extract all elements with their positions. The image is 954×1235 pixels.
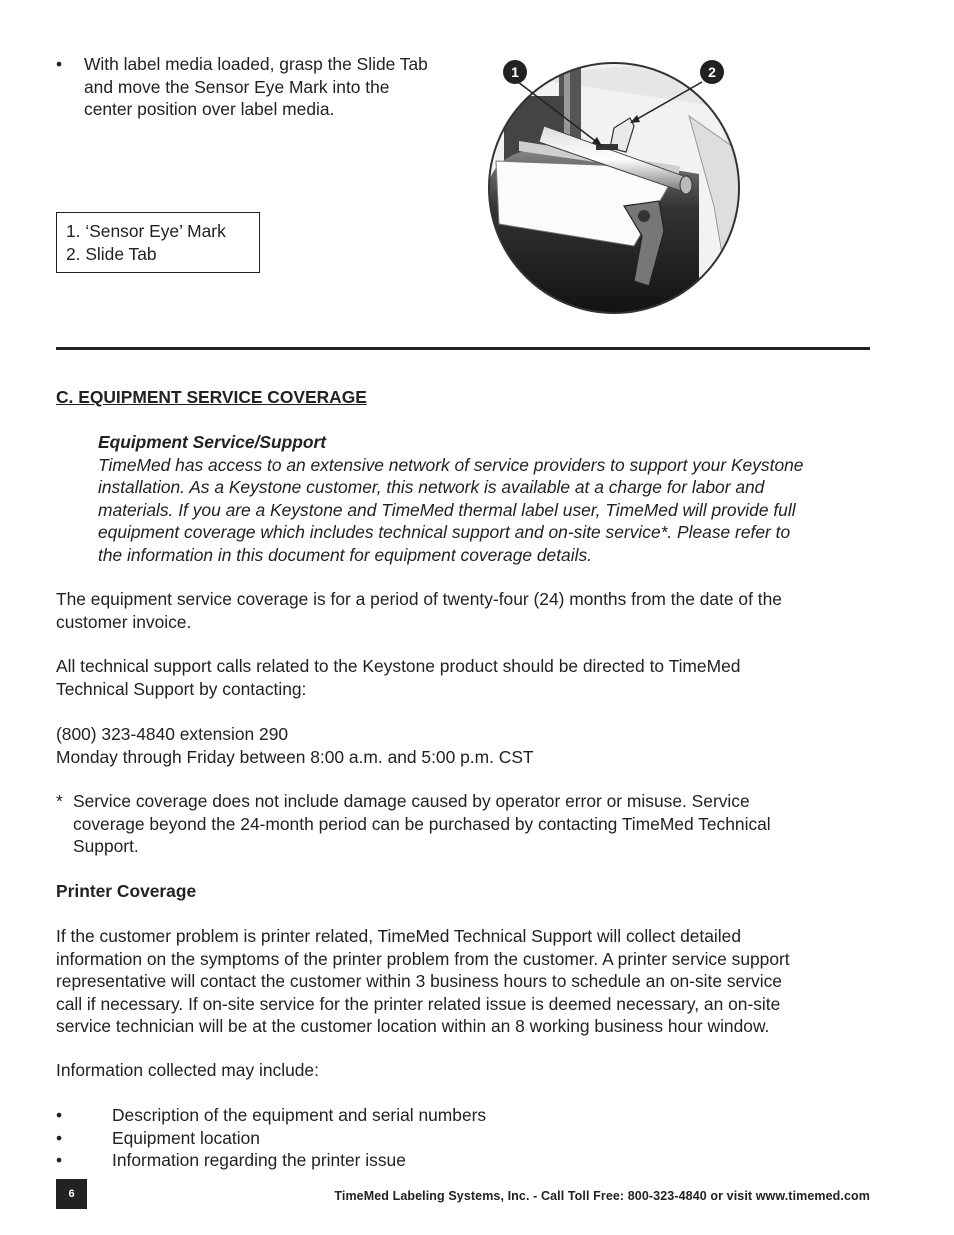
printer-sensor-drawing — [484, 56, 746, 320]
instruction-line: center position over label media. — [84, 99, 335, 119]
footnote-line: coverage beyond the 24-month period can be purchased by contacting TimeMed Technical — [73, 813, 771, 834]
instruction-line: With label media loaded, grasp the Slide Tab — [84, 54, 428, 74]
bullet-marker: • — [56, 1150, 63, 1170]
bullet-marker: • — [56, 1127, 63, 1148]
legend-item-slide-tab: 2. Slide Tab — [66, 244, 157, 264]
contact-details — [56, 723, 856, 768]
list-item — [56, 1104, 756, 1127]
intro-title: Equipment Service/Support — [98, 432, 327, 452]
service-support-intro — [98, 431, 868, 566]
coverage-period-paragraph — [56, 588, 856, 633]
list-item-text: Equipment location — [112, 1127, 260, 1148]
info-collected-intro: Information collected may include: — [56, 1060, 319, 1080]
section-heading: C. EQUIPMENT SERVICE COVERAGE — [56, 387, 367, 407]
printer-coverage-heading: Printer Coverage — [56, 881, 197, 901]
support-hours: Monday through Friday between 8:00 a.m. and 5:00 p.m. CST — [56, 746, 534, 767]
bullet-marker: • — [56, 1105, 63, 1125]
paragraph-line: The equipment service coverage is for a period of twenty-four (24) months from the date of the — [56, 589, 782, 609]
printer-coverage-paragraph — [56, 925, 866, 1038]
paragraph-line: representative will contact the customer within 3 business hours to schedule an on-site service — [56, 971, 782, 991]
footnote-line: Support. — [73, 836, 139, 856]
paragraph-line: customer invoice. — [56, 611, 192, 632]
list-item — [56, 1149, 756, 1172]
footnote-marker: * — [56, 791, 63, 811]
paragraph-line: Technical Support by contacting: — [56, 678, 307, 699]
footnote-text — [73, 790, 863, 858]
paragraph-line: service technician will be at the customer location within an 8 working business hour window. — [56, 1016, 770, 1036]
info-collected-list — [56, 1104, 756, 1172]
page-number: 6 — [56, 1179, 87, 1209]
instruction-line: and move the Sensor Eye Mark into the — [84, 76, 390, 97]
phone-number: (800) 323-4840 extension 290 — [56, 724, 289, 744]
paragraph-line: If the customer problem is printer related, TimeMed Technical Support will collect detailed — [56, 926, 741, 946]
figure-legend — [56, 212, 260, 273]
legend-item-sensor-eye: 1. ‘Sensor Eye’ Mark — [66, 221, 226, 241]
callout-2-label: 2 — [708, 64, 716, 80]
intro-line: installation. As a Keystone customer, this network is available at a charge for labor and — [98, 477, 765, 497]
section-divider — [56, 347, 870, 350]
intro-line: TimeMed has access to an extensive network of service providers to support your Keystone — [98, 454, 804, 475]
list-item-text: Information regarding the printer issue — [112, 1150, 406, 1170]
sensor-illustration — [484, 56, 746, 320]
bullet-marker: • — [56, 54, 63, 74]
footer-contact-line: TimeMed Labeling Systems, Inc. - Call Toll Free: 800-323-4840 or visit www.timemed.com — [334, 1189, 870, 1203]
list-item-text: Description of the equipment and serial numbers — [112, 1105, 487, 1125]
list-item — [56, 1127, 756, 1150]
paragraph-line: All technical support calls related to the Keystone product should be directed to TimeMed — [56, 656, 741, 676]
intro-line: equipment coverage which includes technical support and on-site service*. Please refer to — [98, 522, 791, 542]
footnote-line: Service coverage does not include damage caused by operator error or misuse. Service — [73, 791, 750, 811]
paragraph-line: information on the symptoms of the printer problem from the customer. A printer service support — [56, 948, 790, 969]
instruction-text — [84, 53, 474, 121]
callout-1-label: 1 — [511, 64, 519, 80]
support-contact-paragraph — [56, 655, 856, 700]
intro-line: the information in this document for equipment coverage details. — [98, 544, 592, 565]
paragraph-line: call if necessary. If on-site service for the printer related issue is deemed necessary, an on-site — [56, 993, 781, 1014]
intro-line: materials. If you are a Keystone and TimeMed thermal label user, TimeMed will provide full — [98, 499, 796, 520]
